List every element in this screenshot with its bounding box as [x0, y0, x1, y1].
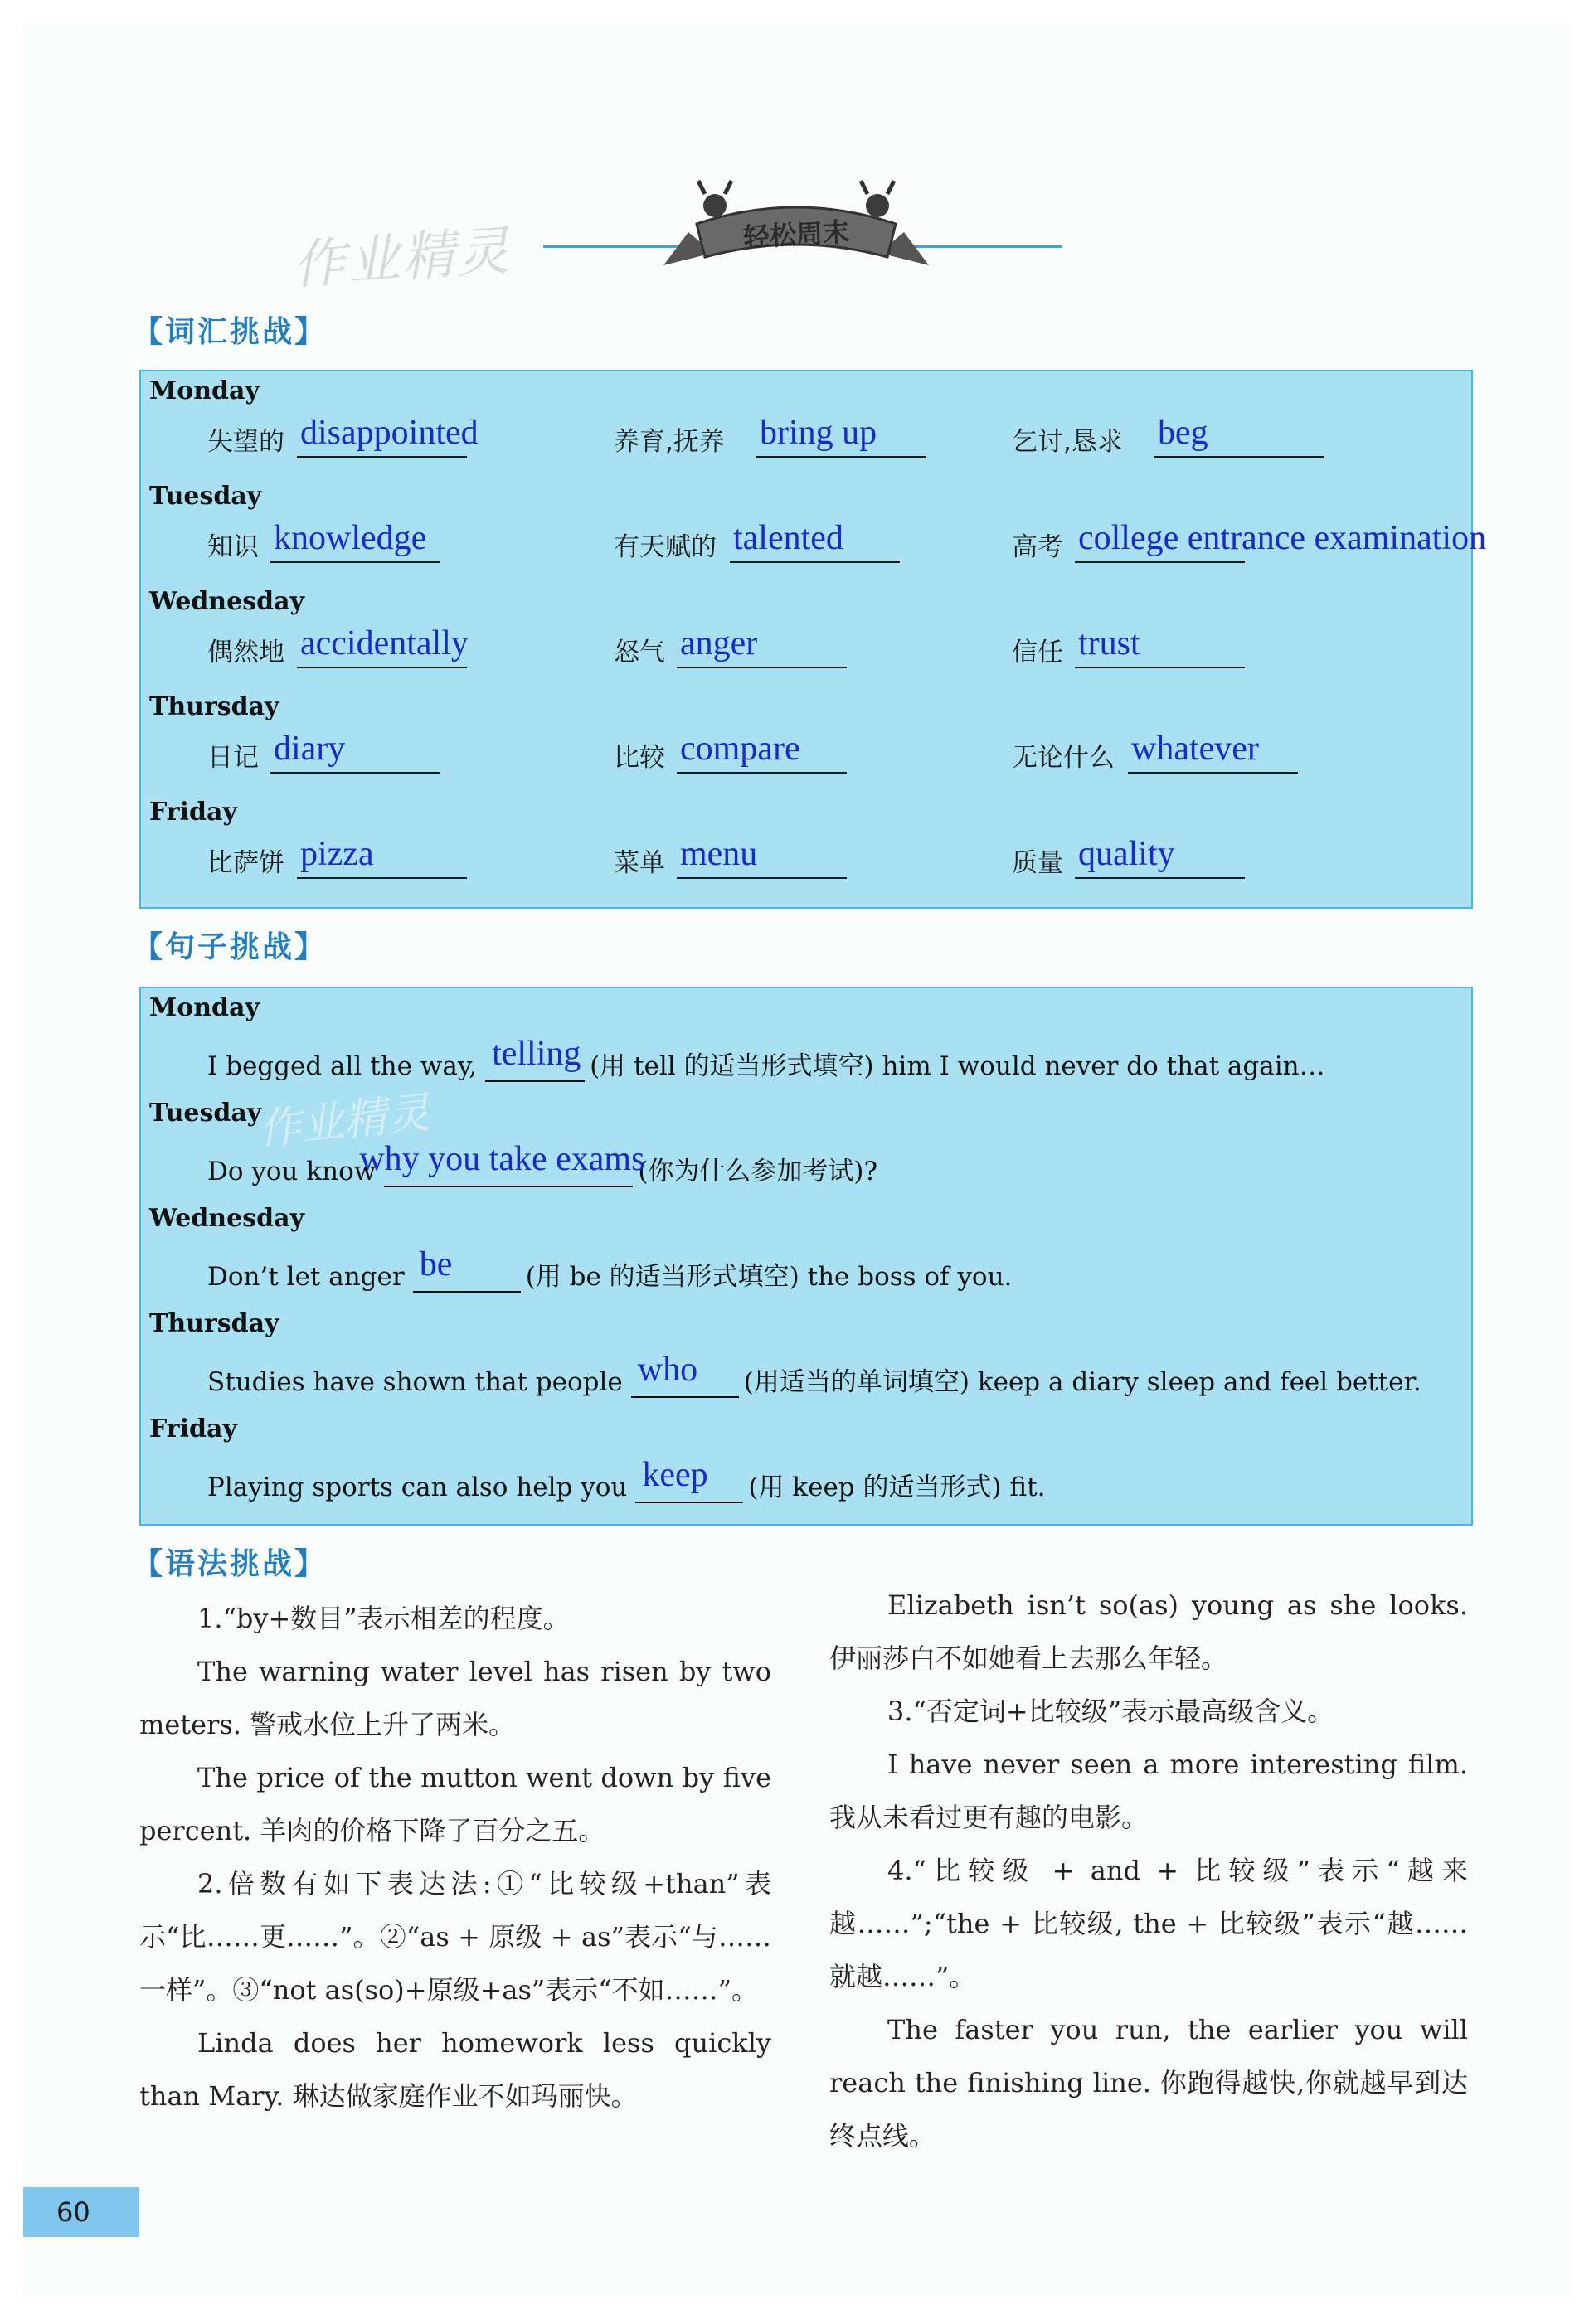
vocab-chinese: 日记 — [207, 743, 259, 773]
vocab-item — [614, 413, 979, 463]
sentence-prefix: Playing sports can also help you — [207, 1473, 628, 1502]
sentence-item — [207, 1035, 1325, 1082]
banner-title: 轻松周末 — [742, 216, 851, 254]
grammar-example: Linda does her homework less quickly than Mary. 琳达做家庭作业不如玛丽快。 — [139, 2027, 771, 2112]
sentence-handwritten-answer: keep — [642, 1456, 708, 1494]
sentence-suffix: (用 tell 的适当形式填空) him I would never do that again… — [590, 1051, 1325, 1081]
sentence-day-label: Tuesday — [149, 1099, 262, 1128]
vocab-answer-blank[interactable] — [1128, 770, 1298, 774]
vocab-chinese: 质量 — [1012, 848, 1063, 878]
vocab-answer-blank[interactable] — [297, 876, 467, 879]
vocab-day-label: Monday — [149, 376, 260, 405]
vocab-answer-blank[interactable] — [1154, 454, 1324, 458]
watermark-logo: 作业精灵 — [290, 220, 513, 298]
vocab-item — [614, 834, 979, 884]
sentence-prefix: I begged all the way, — [207, 1051, 478, 1081]
sentence-handwritten-answer: be — [419, 1245, 453, 1283]
vocab-chinese: 有天赋的 — [614, 532, 717, 562]
vocab-handwritten-answer: beg — [1158, 414, 1208, 452]
vocab-handwritten-answer: trust — [1078, 624, 1140, 662]
vocab-chinese: 偶然地 — [207, 638, 284, 667]
vocab-handwritten-answer: talented — [733, 519, 843, 557]
vocab-chinese: 比较 — [614, 743, 665, 773]
vocab-handwritten-answer: bring up — [760, 414, 877, 452]
sentence-suffix: (你为什么参加考试)? — [638, 1157, 878, 1186]
vocab-handwritten-answer: college entrance examination — [1078, 519, 1487, 557]
sentence-handwritten-answer: why you take exams — [359, 1140, 645, 1178]
vocab-handwritten-answer: compare — [680, 730, 800, 768]
vocab-answer-blank[interactable] — [1075, 665, 1245, 668]
vocab-item — [1012, 518, 1487, 568]
section-label-sentence: 【句子挑战】 — [133, 930, 328, 964]
grammar-example: I have never seen a more interesting film. 我从未看过更有趣的电影。 — [829, 1749, 1468, 1833]
grammar-example: The price of the mutton went down by five percent. 羊肉的价格下降了百分之五。 — [139, 1762, 771, 1846]
vocab-item — [614, 729, 979, 779]
sentence-box — [139, 987, 1473, 1526]
vocab-chinese: 知识 — [207, 532, 259, 562]
vocab-item — [614, 623, 979, 673]
sentence-day-label: Monday — [149, 993, 260, 1022]
sentence-item — [207, 1456, 1046, 1503]
grammar-point: 2.倍数有如下表达法:①“比较级+than”表示“比……更……”。②“as + 原级 + as”表示“与……一样”。③“not as(so)+原级+as”表示“不如……”。 — [139, 1868, 771, 2006]
vocab-item — [614, 518, 979, 568]
sentence-handwritten-answer: telling — [492, 1035, 581, 1073]
vocab-chinese: 怒气 — [614, 638, 665, 667]
grammar-point: 1.“by+数目”表示相差的程度。 — [197, 1603, 570, 1634]
vocab-answer-blank[interactable] — [677, 665, 847, 668]
section-label-vocab: 【词汇挑战】 — [133, 315, 328, 349]
vocab-handwritten-answer: whatever — [1131, 730, 1259, 768]
vocab-chinese: 养育,抚养 — [614, 427, 725, 457]
section-label-grammar: 【语法挑战】 — [133, 1547, 328, 1581]
sentence-item — [207, 1351, 1421, 1398]
vocab-answer-blank[interactable] — [730, 560, 900, 563]
vocab-handwritten-answer: pizza — [300, 835, 374, 873]
sentence-answer-blank[interactable] — [631, 1351, 739, 1398]
sentence-handwritten-answer: who — [637, 1351, 698, 1389]
vocab-answer-blank[interactable] — [756, 454, 926, 458]
sentence-answer-blank[interactable] — [485, 1035, 585, 1082]
grammar-right-column — [829, 1579, 1468, 2162]
vocab-handwritten-answer: quality — [1078, 835, 1175, 873]
vocab-handwritten-answer: disappointed — [300, 414, 479, 452]
sentence-day-label: Thursday — [149, 1309, 279, 1338]
vocab-answer-blank[interactable] — [677, 770, 847, 774]
sentence-prefix: Do you know — [207, 1157, 377, 1186]
sentence-day-label: Wednesday — [149, 1204, 304, 1233]
vocab-handwritten-answer: accidentally — [300, 624, 469, 662]
vocab-item — [207, 729, 572, 779]
vocab-answer-blank[interactable] — [677, 876, 847, 879]
vocab-chinese: 高考 — [1012, 532, 1063, 562]
sentence-suffix: (用 keep 的适当形式) fit. — [748, 1473, 1046, 1502]
vocab-day-label: Tuesday — [149, 482, 262, 511]
vocab-answer-blank[interactable] — [270, 770, 440, 774]
grammar-point: 4.“比较级 + and + 比较级”表示“越来越……”;“the + 比较级, the + 比较级”表示“越……就越……”。 — [829, 1855, 1468, 1992]
sentence-answer-blank[interactable] — [635, 1456, 743, 1503]
vocab-chinese: 无论什么 — [1012, 743, 1115, 773]
vocab-day-label: Friday — [149, 798, 237, 827]
sentence-suffix: (用适当的单词填空) keep a diary sleep and feel better. — [743, 1367, 1421, 1397]
vocab-box — [139, 370, 1487, 909]
sentence-day-label: Friday — [149, 1414, 237, 1443]
vocab-day-label: Thursday — [149, 692, 279, 721]
vocab-item — [1012, 413, 1443, 463]
vocab-handwritten-answer: anger — [680, 624, 758, 662]
vocab-chinese: 信任 — [1012, 638, 1063, 667]
page-number: 60 — [23, 2187, 139, 2237]
vocab-item — [1012, 729, 1443, 779]
weekend-banner — [655, 174, 937, 282]
vocab-answer-blank[interactable] — [270, 560, 440, 563]
sentence-prefix: Don’t let anger — [207, 1262, 405, 1292]
vocab-chinese: 乞讨,恳求 — [1012, 427, 1123, 457]
vocab-item — [1012, 623, 1443, 673]
vocab-answer-blank[interactable] — [1075, 876, 1245, 879]
sentence-item — [207, 1140, 878, 1187]
sentence-suffix: (用 be 的适当形式填空) the boss of you. — [525, 1262, 1013, 1292]
vocab-handwritten-answer: diary — [274, 730, 346, 768]
grammar-example: The warning water level has risen by two meters. 警戒水位上升了两米。 — [139, 1656, 771, 1740]
vocab-chinese: 菜单 — [614, 848, 665, 878]
grammar-left-column — [139, 1592, 771, 2123]
grammar-example: The faster you run, the earlier you will reach the finishing line. 你跑得越快,你就越早到达终点线。 — [829, 2014, 1468, 2152]
vocab-item — [207, 834, 572, 884]
vocab-day-label: Wednesday — [149, 587, 304, 616]
vocab-item — [207, 413, 572, 463]
sentence-answer-blank[interactable] — [413, 1245, 521, 1293]
sentence-watermark: 作业精灵 — [255, 1088, 433, 1156]
vocab-handwritten-answer: menu — [680, 835, 758, 873]
vocab-item — [207, 518, 572, 568]
vocab-answer-blank[interactable] — [297, 665, 467, 668]
sentence-item — [207, 1245, 1013, 1293]
vocab-answer-blank[interactable] — [297, 454, 467, 458]
sentence-prefix: Studies have shown that people — [207, 1367, 623, 1397]
vocab-item — [1012, 834, 1443, 884]
vocab-item — [207, 623, 572, 673]
vocab-chinese: 比萨饼 — [207, 848, 284, 878]
grammar-example: Elizabeth isn’t so(as) young as she looks. 伊丽莎白不如她看上去那么年轻。 — [829, 1589, 1468, 1674]
vocab-handwritten-answer: knowledge — [274, 519, 427, 557]
vocab-chinese: 失望的 — [207, 427, 284, 457]
sentence-answer-blank[interactable] — [359, 1140, 645, 1187]
vocab-answer-blank[interactable] — [1075, 560, 1245, 563]
grammar-point: 3.“否定词+比较级”表示最高级含义。 — [887, 1696, 1334, 1727]
